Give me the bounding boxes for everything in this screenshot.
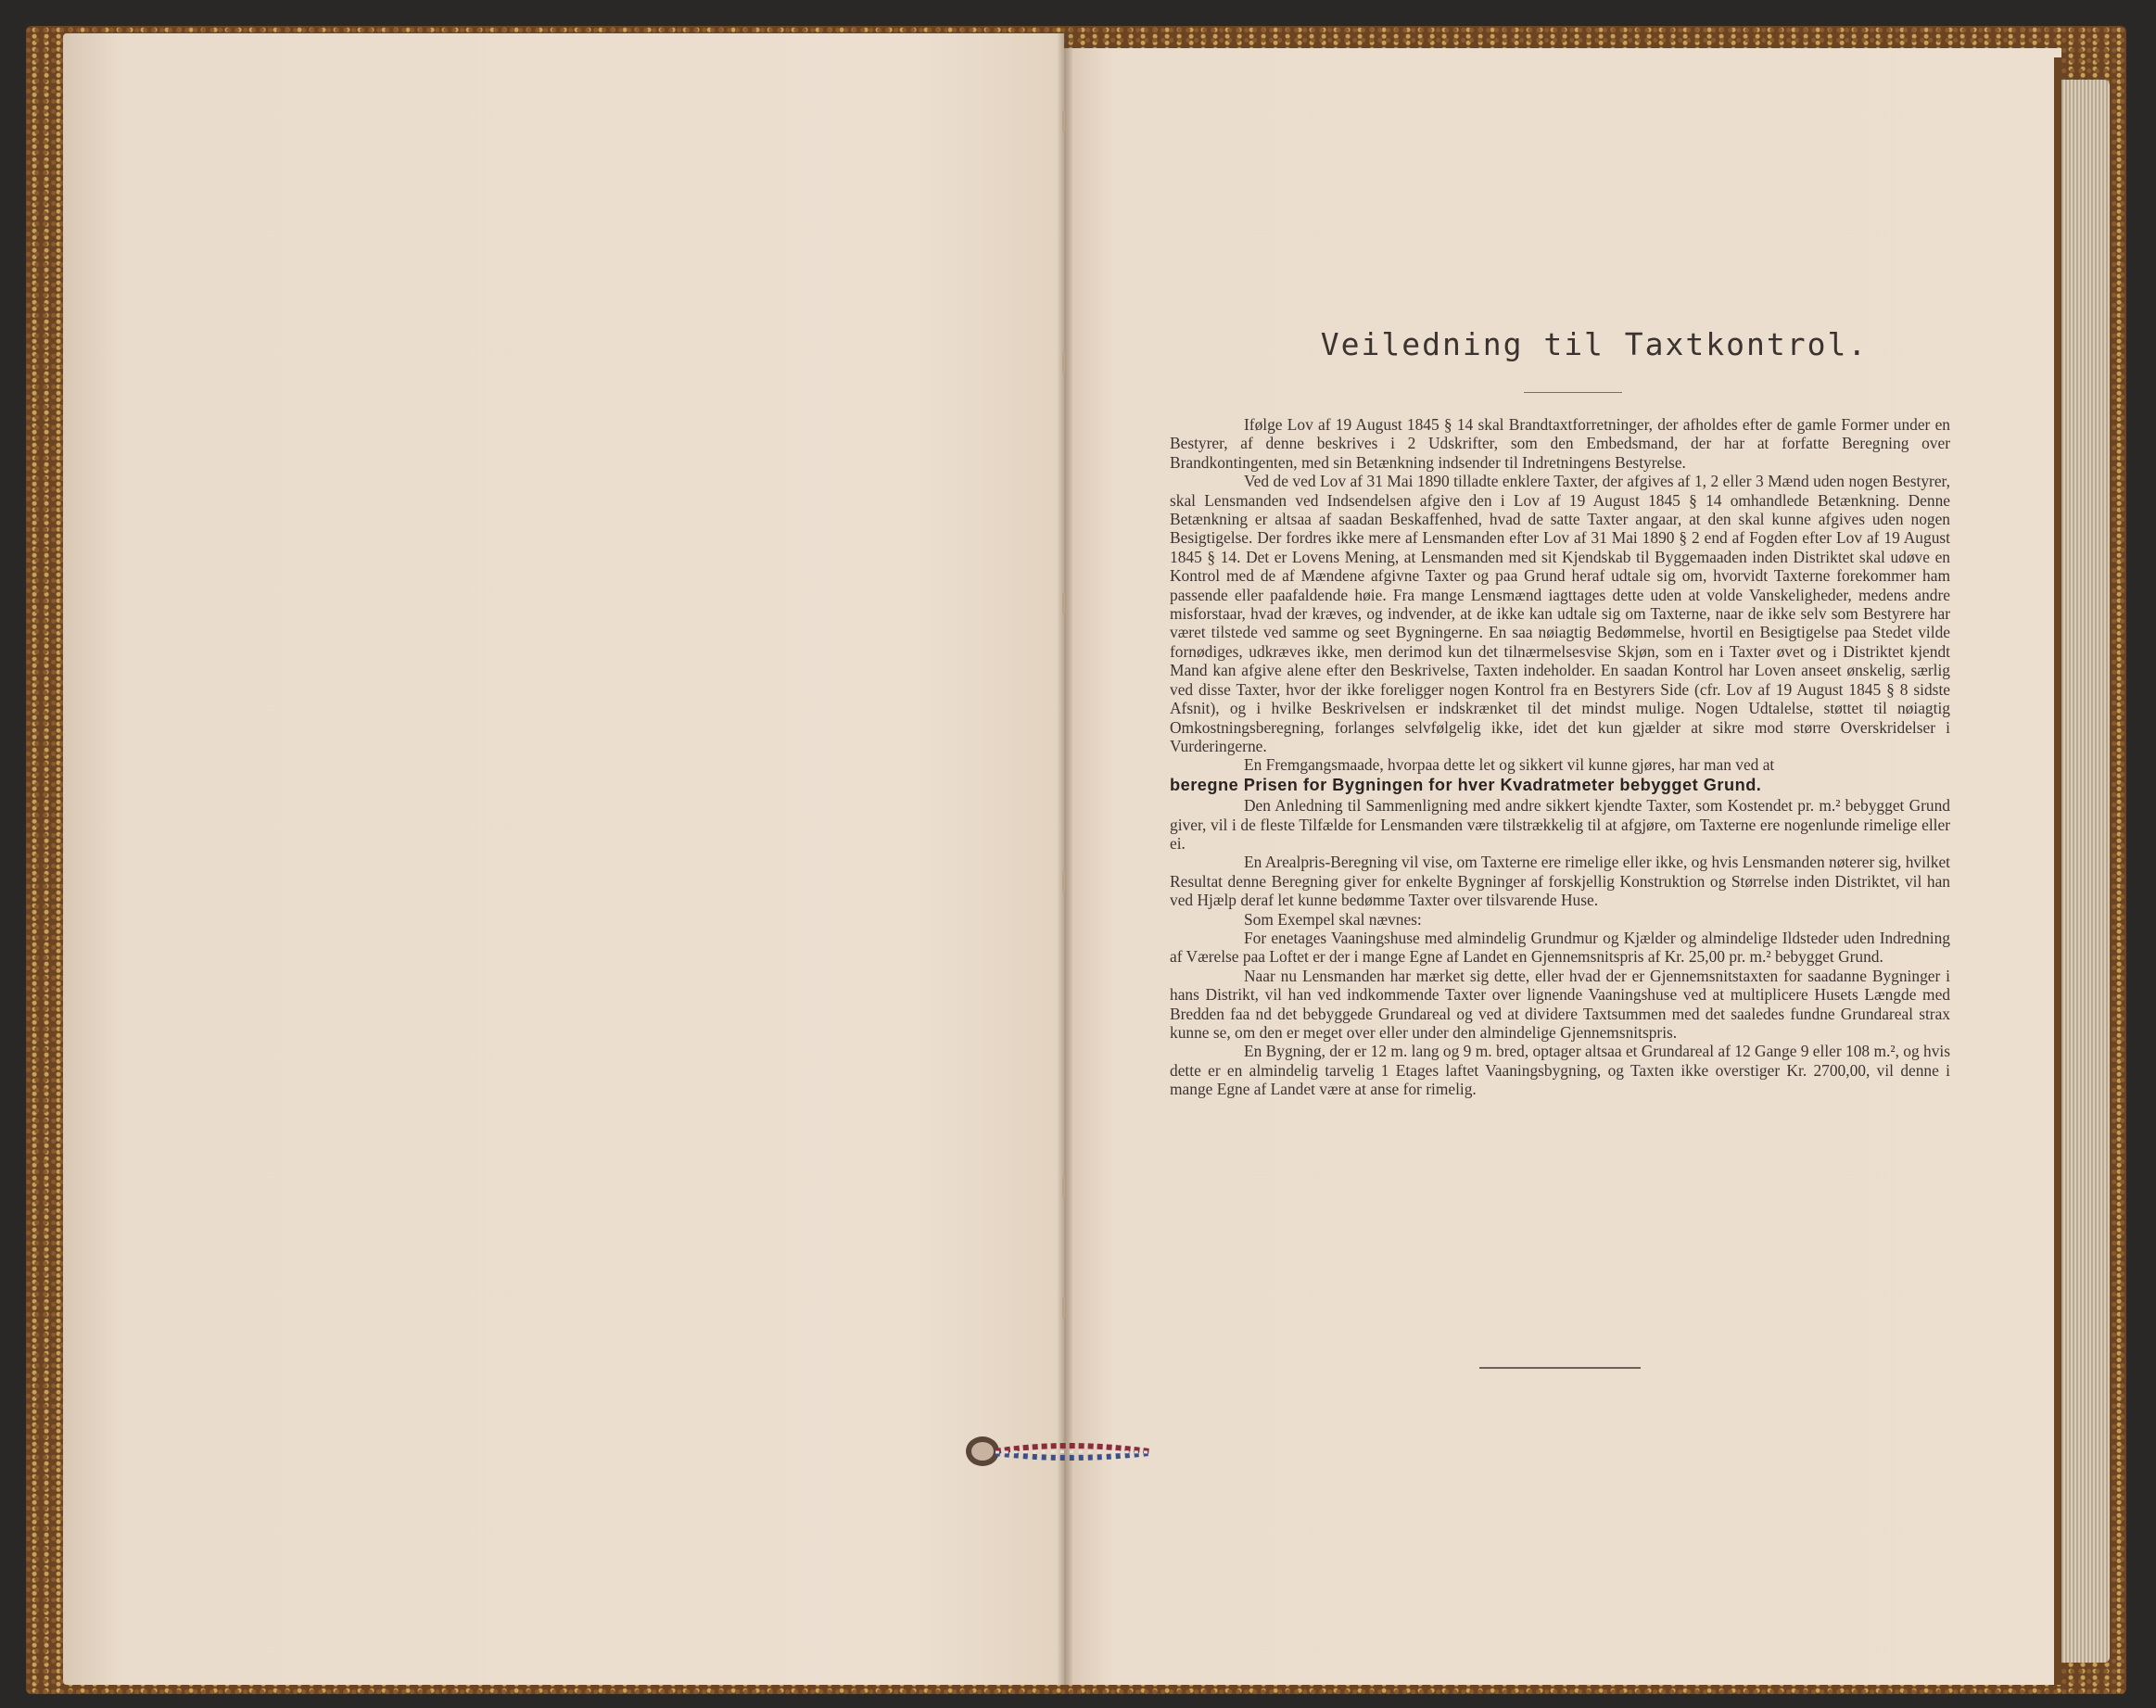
paragraph: Ifølge Lov af 19 August 1845 § 14 skal Brandtaxtforretninger, der afholdes efter de gamle Former under en Bestyrer, af denne beskrives i 2 Udskrifter, som den Embedsmand, der har at forfatte Beregning over Brandkontingenten, med sin Betænkning indsender til Indretningens Bestyrelse. — [1170, 415, 1950, 472]
paragraph: En Bygning, der er 12 m. lang og 9 m. bred, optager altsaa et Grundareal af 12 Gange 9 eller 108 m.², og hvis dette er en almindelig tarvelig 1 Etages laftet Vaaningsbygning, og Taxten ikke overstiger Kr. 2700,00, vil denne i mange Egne af Landet være at anse for rimelig. — [1170, 1042, 1950, 1099]
end-rule — [1479, 1367, 1641, 1369]
binding-stitch — [1062, 1177, 1065, 1197]
paragraph: En Fremgangsmaade, hvorpaa dette let og sikkert vil kunne gjøres, har man ved at — [1244, 755, 1775, 775]
instruction-text — [1170, 415, 1950, 1099]
binding-stitch — [1062, 871, 1065, 892]
binding-stitch — [1062, 111, 1065, 132]
page-title: Veiledning til Taxtkontrol. — [1320, 326, 1869, 362]
paragraph: En Arealpris-Beregning vil vise, om Taxterne ere rimelige eller ikke, og hvis Lensmanden nøterer sig, hvilket Resultat denne Beregning giver for enkelte Bygninger af forskjellig Konstruktion og Størrelse inden Distriktet, vil han ved Hjælp deraf let kunne bedømme Taxter over tilsvarende Huse. — [1170, 853, 1950, 910]
paragraph: For enetages Vaaningshuse med almindelig Grundmur og Kjælder og almindelige Ildsteder uden Indredning af Værelse paa Loftet er der i mange Egne af Landet en Gjennemsnitspris af Kr. 25,00 pr. m.² bebygget Grund. — [1170, 928, 1950, 967]
title-rule — [1524, 392, 1622, 393]
paragraph: Ved de ved Lov af 31 Mai 1890 tilladte enklere Taxter, der afgives af 1, 2 eller 3 Mænd uden nogen Bestyrer, skal Lensmanden ved Indsendelsen afgive den i Lov af 19 August 1845 § 14 omhandlede Betænkning. Denne Betænkning er altsaa af saadan Beskaffenhed, hvad de satte Taxter angaar, at den skal kunne afgives uden nogen Besigtigelse. Der fordres ikke mere af Lensmanden efter Lov af 31 Mai 1890 § 2 end af Fogden efter Lov af 19 August 1845 § 14. Det er Lovens Mening, at Lensmanden med sit Kjendskab til Byggemaaden inden Distriktet skal udøve en Kontrol med de af Mændene afgivne Taxter og paa Grund heraf udtale sig om, hvorvidt Taxterne forekommer ham passende eller paafaldende høie. Fra mange Lensmænd iagttages dette uden at volde Vanskeligheder, medens andre misforstaar, hvad der kræves, og indvender, at de ikke kan udtale sig om Taxterne, naar de ikke selv som Bestyrere har været tilstede ved samme og seet Bygningerne. En saa nøiagtig Bedømmelse, hvortil en Besigtigelse paa Stedet vilde fornødiges, udkræves ikke, men derimod kun det tilnærmelsesvise Skjøn, som en i Taxter øvet og i Distriktet kjendt Mand kan afgive alene efter den Beskrivelse, Taxten indeholder. En saadan Kontrol har Loven anseet ønskelig, særlig ved disse Taxter, hvor der ikke foreligger nogen Kontrol fra en Bestyrers Side (cfr. Lov af 19 August 1845 § 8 sidste Afsnit), og i hvilke Beskrivelsen er indskrænket til det mindst mulige. Nogen Udtalelse, støttet til nøiagtig Omkostningsberegning, forlanges selvfølgelig ikke, idet det kun gjælder at sikre mod større Overskridelser i Vurderingerne. — [1170, 472, 1950, 755]
binding-thread — [964, 1433, 1153, 1470]
emphasized-line: beregne Prisen for Bygningen for hver Kvadratmeter bebygget Grund. — [1170, 775, 1762, 794]
paragraph: Naar nu Lensmanden har mærket sig dette, eller hvad der er Gjennemsnitstaxten for saadanne Bygninger i hans Distrikt, vil han ved indkommende Taxter over lignende Vaaningshuse ved at multiplicere Husets Længde med Bredden faa nd det bebyggede Grundareal og ved at dividere Taxtsummen med det saaledes fundne Grundareal strax kunne se, om den er meget over eller under den almindelige Gjennemsnitspris. — [1170, 966, 1950, 1042]
binding-stitch — [1062, 593, 1065, 614]
binding-stitch — [1062, 352, 1065, 373]
left-page — [63, 33, 1064, 1685]
paragraph: Som Exempel skal nævnes: — [1244, 909, 1422, 929]
page-edges — [2061, 80, 2110, 1663]
paragraph: Den Anledning til Sammenligning med andre sikkert kjendte Taxter, som Kostendet pr. m.² bebygget Grund giver, vil i de fleste Tilfælde for Lensmanden være tilstrækkelig til at afgjøre, om Taxterne ere nogenlunde rimelige eller ei. — [1170, 796, 1950, 853]
binding-stitch — [1062, 1297, 1065, 1318]
